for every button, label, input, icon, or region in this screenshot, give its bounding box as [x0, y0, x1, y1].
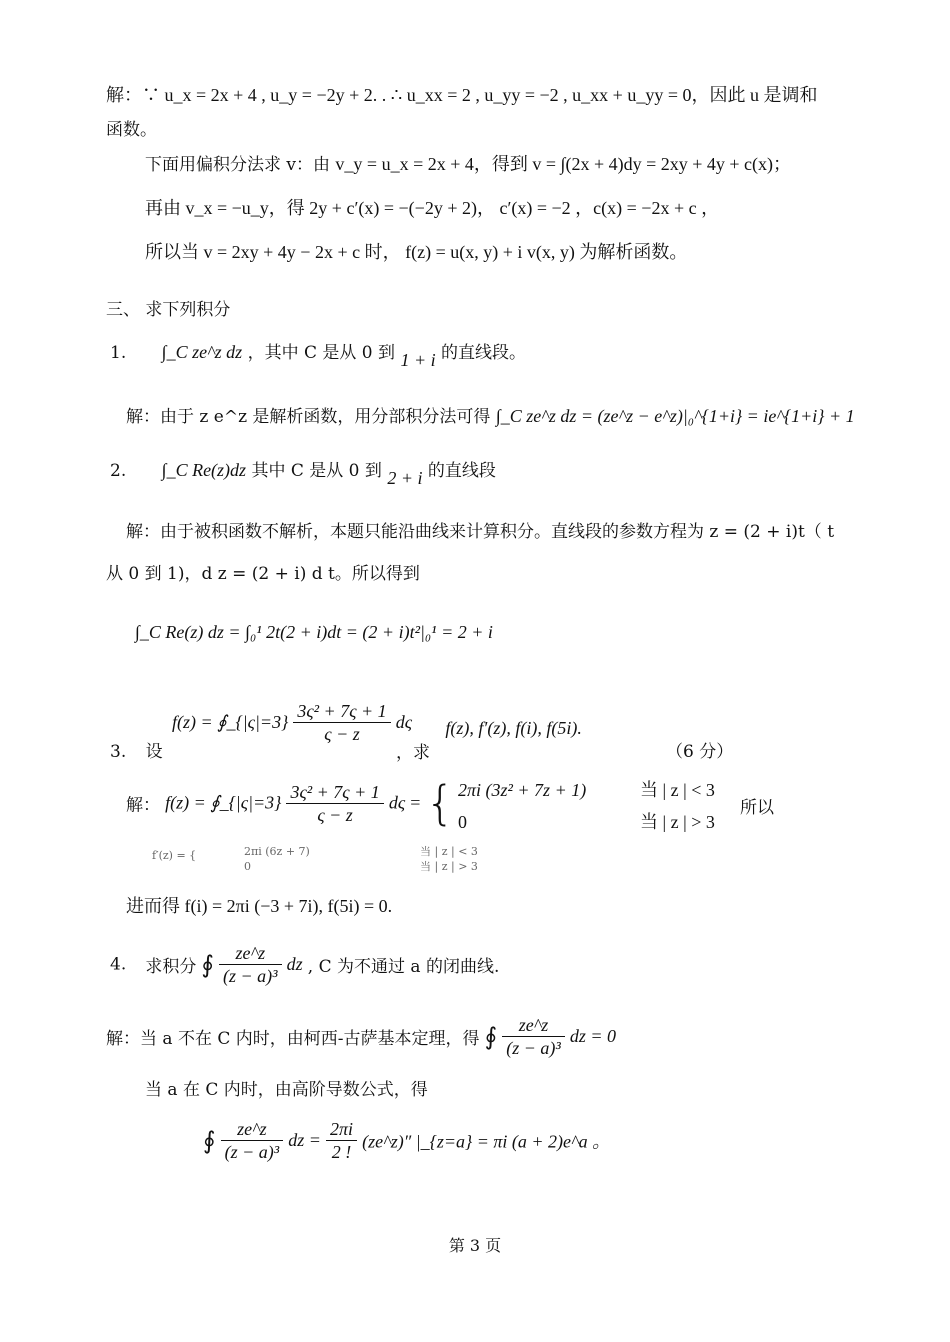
a3-fp-c2: 0: [244, 860, 251, 873]
line-4-text: 再由 v_x = −u_y，得 2y + c′(x) = −(−2y + 2)， c′(x) = −2 ，c(x) = −2x + c ，: [145, 198, 720, 218]
a4-fraction-1: [502, 1014, 565, 1059]
a3-case1-cond: 当 | z | < 3: [640, 780, 715, 800]
answer-2-equation: [135, 620, 493, 645]
q4-integral-sign: ∮: [201, 950, 214, 979]
text-line-5: [145, 240, 687, 265]
q3-dvar: dς: [395, 712, 413, 732]
q3-denominator: ς − z: [324, 724, 360, 744]
a3-case2-expr: 0: [458, 812, 467, 832]
a3-denominator: ς − z: [317, 804, 353, 825]
a4-text-2: 当 a 在 C 内时，由高阶导数公式，得: [145, 1080, 428, 1100]
text-line-2: [106, 118, 157, 142]
a3-fp-c1c: 当 | z | < 3: [420, 845, 478, 858]
a3-fraction: [286, 781, 383, 826]
a3-result-text: 进而得 f(i) = 2πi (−3 + 7i), f(5i) = 0.: [126, 896, 393, 916]
q2-tail: 的直线段: [427, 461, 496, 481]
a4-denominator-2: (z − a)³: [224, 1142, 280, 1162]
answer-3-result: [126, 894, 392, 919]
a3-jie: 解：: [126, 795, 160, 816]
q4-fraction: [219, 942, 282, 987]
line-3a-text: 下面用偏积分法求 v：由: [145, 155, 336, 175]
q3-numerator: 3ς² + 7ς + 1: [293, 700, 390, 723]
q3-number: 3.: [110, 742, 127, 762]
a3-case-2-cond: [640, 810, 715, 835]
question-2: [110, 458, 496, 488]
q2-text: 其中 C 是从 0 到: [251, 461, 382, 481]
a2-line-2-text: 从 0 到 1)，d z = (2 + i) d t。所以得到: [106, 564, 420, 584]
line-3b-text: v_y = u_x = 2x + 4，得到 v = ∫(2x + 4)dy = 2xy + 4y + c(x)；: [335, 154, 792, 174]
q1-integral: ∫_C ze^z dz: [161, 342, 243, 362]
a4-numerator-3: 2πi: [326, 1118, 357, 1141]
a1-expression: ∫_C ze^z dz = (ze^z − e^z)|₀^{1+i} = ie^{1+i} + 1: [495, 406, 855, 426]
line-1-text: 解：∵ u_x = 2x + 4 , u_y = −2y + 2. . ∴ u_xx = 2 , u_yy = −2 , u_xx + u_yy = 0，因此 u 是调和: [106, 85, 818, 105]
a1-text: 解：由于 z e^z 是解析函数，用分部积分法可得: [126, 407, 491, 427]
q2-number: 2.: [110, 461, 127, 481]
question-3: [110, 740, 163, 764]
answer-4-equation: [203, 1118, 610, 1163]
a3-derivative-c1c: [420, 846, 478, 858]
question-3-score: [666, 740, 733, 764]
a4-numerator-1: ze^z: [502, 1014, 565, 1037]
answer-2-line-1: [126, 520, 834, 544]
q4-numerator: ze^z: [219, 942, 282, 965]
q3-targets: f(z), f′(z), f(i), f(5i).: [445, 718, 582, 738]
a3-brace: {: [425, 776, 455, 830]
q4-dz: dz: [286, 954, 303, 974]
a4-integral-sign-1: ∮: [484, 1022, 498, 1051]
a4-numerator-2: ze^z: [221, 1118, 284, 1141]
a4-fraction-3: [326, 1118, 357, 1163]
a4-eq-1: dz = 0: [569, 1026, 617, 1046]
a3-derivative: [152, 850, 196, 862]
a3-case1-expr: 2πi (3z² + 7z + 1): [458, 780, 587, 800]
q3-score: （6 分）: [666, 742, 734, 762]
a4-denominator-1: (z − a)³: [506, 1038, 561, 1058]
q4-denominator: (z − a)³: [223, 966, 278, 986]
question-4: [110, 942, 499, 987]
question-3-ask: [396, 716, 582, 763]
a3-suoyi-text: 所以: [740, 798, 774, 818]
a3-case-1: [458, 778, 586, 803]
a4-eq-tail: (ze^z)″ |_{z=a} = πi (a + 2)e^a 。: [362, 1131, 611, 1152]
q4-text-2: , C 为不通过 a 的闭曲线.: [307, 957, 500, 977]
answer-3-formula: [126, 776, 455, 830]
a4-eq-mid: dz =: [288, 1130, 321, 1150]
section-3-text: 三、 求下列积分: [106, 300, 231, 320]
q1-number: 1.: [110, 343, 127, 363]
a3-fp-c1: 2πi (6z + 7): [244, 845, 310, 858]
line-2-text: 函数。: [106, 120, 157, 140]
q2-integral: ∫_C Re(z)dz: [161, 460, 247, 480]
q1-endpoint: 1 + i: [400, 350, 436, 370]
question-3-formula: [172, 700, 412, 745]
a3-suoyi: [740, 796, 774, 820]
answer-4-line-2: [145, 1078, 428, 1102]
a3-equals: =: [410, 792, 421, 813]
a3-numerator: 3ς² + 7ς + 1: [286, 781, 383, 804]
text-line-1: [106, 83, 817, 108]
line-5-text: 所以当 v = 2xy + 4y − 2x + c 时， f(z) = u(x, y) + i v(x, y) 为解析函数。: [145, 242, 688, 262]
q1-text: ，其中 C 是从 0 到: [247, 343, 396, 363]
answer-1: [126, 404, 855, 429]
a3-case2-cond: 当 | z | > 3: [640, 812, 715, 832]
question-1: [110, 340, 527, 370]
q1-tail: 的直线段。: [441, 343, 527, 363]
section-heading-3: [106, 298, 230, 322]
a4-text-1: 解：当 a 不在 C 内时，由柯西-古萨基本定理，得: [106, 1029, 480, 1049]
answer-4-line-1: [106, 1014, 616, 1059]
a2-equation-text: ∫_C Re(z) dz = ∫₀¹ 2t(2 + i)dt = (2 + i)t²|₀¹ = 2 + i: [135, 622, 493, 642]
a4-integral-sign-2: ∮: [203, 1126, 216, 1155]
a3-case-2: [458, 810, 467, 835]
page-number: 第 3 页: [448, 1236, 502, 1255]
q3-ask: ，求: [396, 743, 430, 763]
a4-fraction-2: [221, 1118, 284, 1163]
a3-fp-c2c: 当 | z | > 3: [420, 860, 478, 873]
text-line-4: [145, 196, 719, 221]
a3-fp-label: f′(z) = {: [152, 849, 197, 862]
a3-f-label: f(z) = ∮_{|ς|=3}: [165, 792, 282, 813]
answer-2-line-2: [106, 562, 420, 586]
text-line-3: [145, 152, 791, 177]
q2-endpoint: 2 + i: [387, 468, 423, 488]
q3-fraction: [293, 700, 390, 745]
a3-derivative-c2: [244, 861, 251, 873]
q4-number: 4.: [110, 954, 127, 975]
q4-text-1: 求积分: [145, 957, 197, 977]
a3-derivative-c1: [244, 846, 310, 858]
a3-dvar: dς: [388, 792, 406, 813]
a3-case-1-cond: [640, 778, 715, 803]
q3-she: 设: [145, 742, 163, 762]
q3-f-label: f(z) = ∮_{|ς|=3}: [172, 712, 289, 732]
a3-derivative-c2c: [420, 861, 478, 873]
a4-denominator-3: 2 !: [331, 1142, 352, 1162]
a2-line-1-text: 解：由于被积函数不解析，本题只能沿曲线来计算积分。直线段的参数方程为 z = (2 + i)t（ t: [126, 522, 835, 542]
